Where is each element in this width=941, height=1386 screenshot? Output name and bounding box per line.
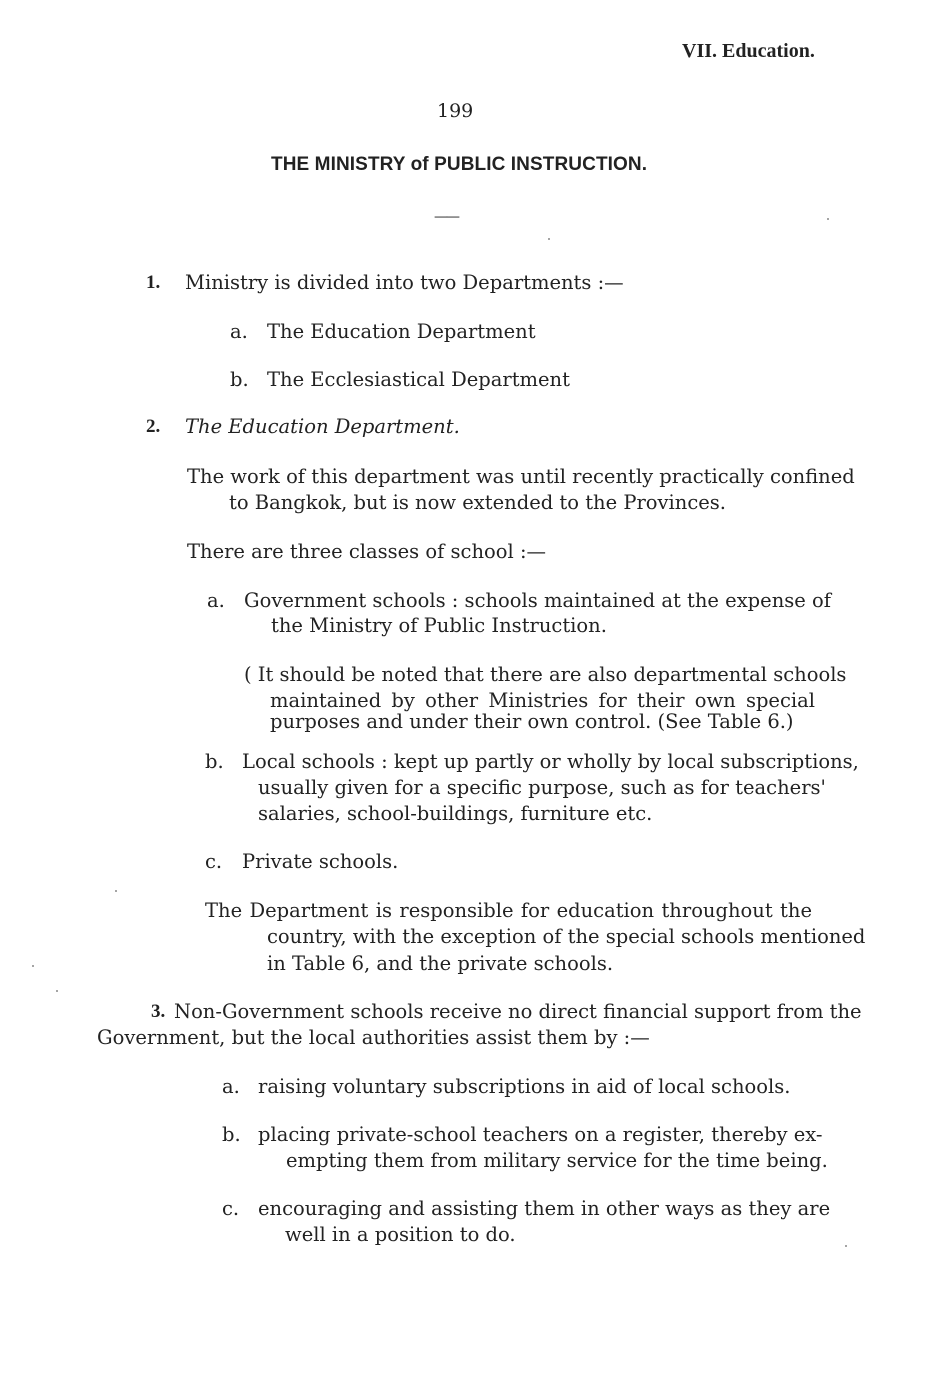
section-1-text: Ministry is divided into two Departments :— — [185, 271, 624, 294]
section-2-item-c-label: c. — [205, 850, 223, 873]
section-2-note-line-1: ( It should be noted that there are also departmental schools — [244, 663, 847, 686]
section-3-number: 3. — [151, 1001, 166, 1022]
section-2-item-b-line-1: Local schools : kept up partly or wholly by local subscriptions, — [242, 750, 859, 773]
section-2-note-line-2: maintained by other Ministries for their own special — [270, 689, 815, 712]
scan-speck — [548, 238, 550, 240]
section-2-paragraph-3-line-2: country, with the exception of the special schools mentioned — [267, 925, 866, 948]
scan-speck — [827, 218, 829, 220]
page-number: 199 — [437, 100, 474, 122]
running-header: VII. Education. — [682, 40, 815, 62]
section-1-item-b-label: b. — [230, 368, 249, 391]
section-2-paragraph-1-line-1: The work of this department was until recently practically confined — [187, 465, 855, 488]
section-3-item-a-text: raising voluntary subscriptions in aid of local schools. — [258, 1075, 791, 1098]
section-2-paragraph-3-line-1: The Department is responsible for education throughout the — [205, 899, 812, 922]
section-2-item-b-label: b. — [205, 750, 224, 773]
section-2-paragraph-2: There are three classes of school :— — [187, 540, 547, 563]
section-3-item-a-label: a. — [222, 1075, 240, 1098]
section-3-item-b-line-2: empting them from military service for the time being. — [286, 1149, 828, 1172]
section-2-paragraph-1-line-2: to Bangkok, but is now extended to the Provinces. — [229, 491, 726, 514]
scan-speck — [56, 990, 58, 992]
page-title: THE MINISTRY of PUBLIC INSTRUCTION. — [271, 154, 648, 175]
section-2-item-a-line-1: Government schools : schools maintained at the expense of — [244, 589, 831, 612]
section-1-number: 1. — [146, 272, 161, 293]
section-1-item-b-text: The Ecclesiastical Department — [267, 368, 570, 391]
section-3-line-2: Government, but the local authorities assist them by :— — [97, 1026, 650, 1049]
section-2-paragraph-3-line-3: in Table 6, and the private schools. — [267, 952, 614, 975]
scan-speck — [845, 1245, 847, 1247]
section-2-item-b-line-2: usually given for a specific purpose, such as for teachers' — [258, 776, 826, 799]
section-1-item-a-text: The Education Department — [267, 320, 536, 343]
section-2-item-b-line-3: salaries, school-buildings, furniture etc. — [258, 802, 653, 825]
section-2-item-a-label: a. — [207, 589, 225, 612]
title-divider: —— — [434, 209, 458, 225]
section-3-line-1: Non-Government schools receive no direct financial support from the — [174, 1000, 862, 1023]
section-3-item-c-line-1: encouraging and assisting them in other ways as they are — [258, 1197, 831, 1220]
section-3-item-c-label: c. — [222, 1197, 240, 1220]
section-3-item-b-line-1: placing private-school teachers on a register, thereby ex- — [258, 1123, 823, 1146]
section-2-item-a-line-2: the Ministry of Public Instruction. — [271, 614, 607, 637]
section-2-item-c-text: Private schools. — [242, 850, 399, 873]
section-2-number: 2. — [146, 416, 161, 437]
section-3-item-b-label: b. — [222, 1123, 241, 1146]
section-2-note-line-3: purposes and under their own control. (See Table 6.) — [270, 710, 794, 733]
section-3-item-c-line-2: well in a position to do. — [285, 1223, 516, 1246]
section-1-item-a-label: a. — [230, 320, 248, 343]
section-2-heading: The Education Department. — [185, 415, 460, 438]
scan-speck — [32, 965, 34, 967]
scan-speck — [115, 890, 117, 892]
